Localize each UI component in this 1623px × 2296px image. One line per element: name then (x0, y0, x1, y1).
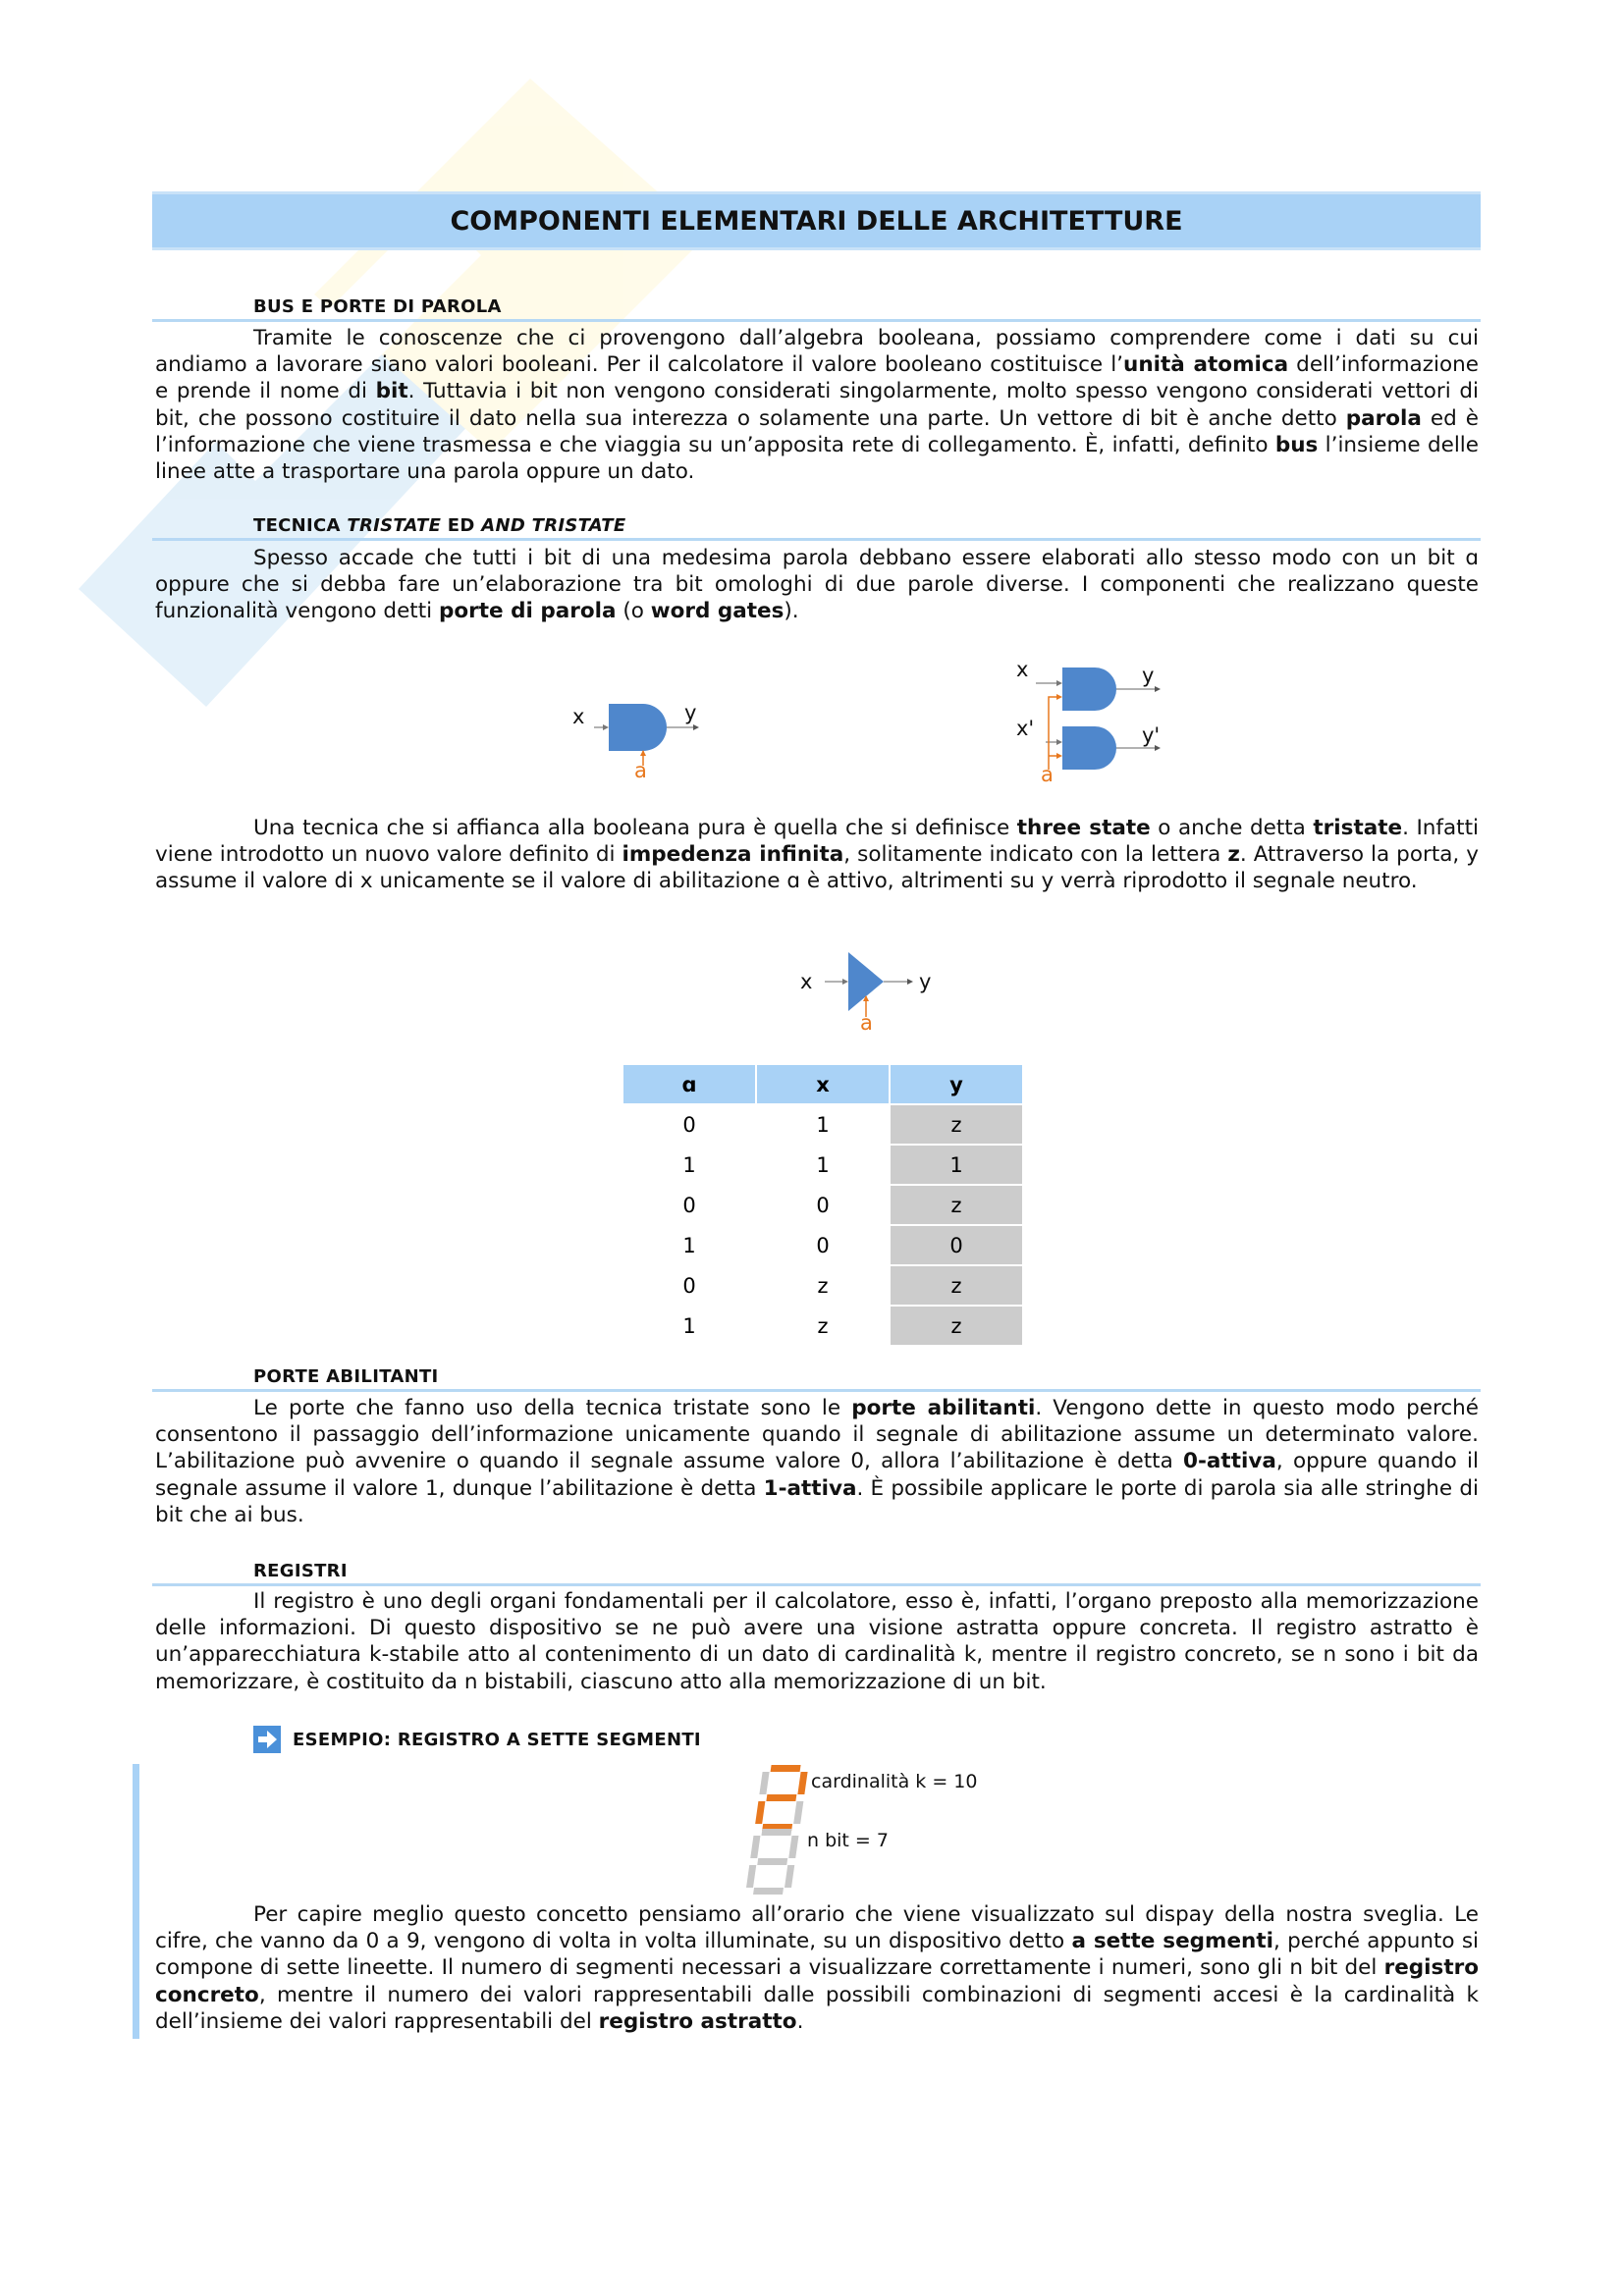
and-gate-shape (609, 704, 667, 751)
label-y-prime: y' (1142, 723, 1161, 747)
cell-x: 1 (816, 1152, 830, 1177)
label-x: x (1016, 658, 1029, 681)
cell-y: 1 (891, 1146, 1022, 1184)
text-run: . Vengono dette in questo modo perché consentono il passaggio dell’informazione unicamente quando il segnale di abilitazione assume un determinato valore. L’abilitazione può avvenire o quando il segnale assume valore 0, allora l’abilitazione è detta (155, 1396, 1480, 1474)
table-header-row (623, 1065, 1022, 1103)
bold-text: 0-attiva (1183, 1449, 1276, 1474)
bold-text: registro concreto (155, 1955, 1479, 2007)
section-heading-porte-abilitanti: PORTE ABILITANTI (253, 1366, 439, 1387)
cell-a: 0 (682, 1273, 696, 1298)
text-run: l’insieme delle linee atte a trasportare una parola oppure un dato. (155, 432, 1479, 485)
text-run: Tramite le conoscenze che ci provengono dall’algebra booleana, possiamo comprendere come i dati su cui andiamo a lavorare siano valori booleani. Per il calcolatore il valore booleano costituisce l’ (155, 326, 1479, 378)
text-run: TECNICA (253, 515, 348, 536)
example-side-bar (133, 1764, 139, 2039)
cell-x: 1 (816, 1112, 830, 1137)
bold-text: parola (1345, 405, 1422, 431)
bold-text: impedenza infinita (622, 842, 844, 868)
text-run: . Attraverso la porta, y assume il valore di x unicamente se il valore di abilitazione ɑ è attivo, altrimenti su y verrà riprodotto il segnale neutro. (155, 842, 1479, 894)
label-y: y (1142, 664, 1155, 687)
section-heading-bus: BUS E PORTE DI PAROLA (253, 296, 502, 317)
text-run: . (796, 2008, 804, 2034)
label-y: y (919, 970, 932, 993)
bold-text: registro astratto (598, 2008, 797, 2034)
label-enable-a: a (634, 759, 647, 782)
table-row (623, 1186, 1022, 1224)
example-heading: ESEMPIO: REGISTRO A SETTE SEGMENTI (293, 1730, 701, 1750)
text-run: dell’informazione e prende il nome di (155, 352, 1479, 404)
cell-x: 0 (816, 1193, 830, 1217)
cell-a: 1 (682, 1313, 696, 1338)
cell-x: z (817, 1313, 829, 1338)
table-row (623, 1226, 1022, 1264)
cell-x: 0 (816, 1233, 830, 1257)
label-x: x (572, 705, 585, 728)
paragraph-sette-segmenti (155, 1901, 1479, 2035)
label-y: y (684, 701, 697, 724)
column-header: x (757, 1065, 889, 1103)
column-header: y (891, 1065, 1022, 1103)
section-heading-tristate (253, 515, 626, 536)
table-row (623, 1266, 1022, 1305)
section-divider (152, 538, 1481, 541)
section-heading-registri: REGISTRI (253, 1561, 348, 1581)
table-row (623, 1105, 1022, 1144)
text-run: , solitamente indicato con la lettera (843, 842, 1228, 868)
section-divider (152, 1389, 1481, 1392)
cell-a: 0 (682, 1193, 696, 1217)
bold-text: bus (1274, 432, 1319, 457)
bold-text: porte di parola (438, 599, 617, 624)
label-enable-a: a (1041, 763, 1054, 786)
text-run: , mentre il numero dei valori rappresentabili dalle possibili combinazioni di segmenti accesi è la cardinalità k dell’insieme dei valori rappresentabili del (155, 1982, 1479, 2034)
text-run: o anche detta (1150, 816, 1314, 840)
paragraph-registri (155, 1588, 1479, 1695)
bold-text: word gates (650, 599, 784, 624)
bold-text: tristate (1313, 816, 1403, 840)
section-divider (152, 319, 1481, 322)
paragraph-three-state (155, 815, 1479, 895)
bold-text: three state (1016, 816, 1151, 840)
text-run: Il registro è uno degli organi fondamentali per il calcolatore, esso è, infatti, l’organo preposto alla memorizzazione delle informazioni. Di questo dispositivo se ne può avere una visione astratta oppure concreta. Il registro astratto è un’apparecchiatura k-stabile atto al contenimento di un dato di cardinalità k, mentre il registro concreto, se n sono i bit da memorizzare, è costituito da n bistabili, ciascuno atto alla memorizzazione di un bit. (155, 1589, 1479, 1694)
table-row (623, 1307, 1022, 1345)
bold-text: porte abilitanti (851, 1396, 1036, 1420)
label-x-prime: x' (1016, 717, 1035, 740)
label-x: x (800, 970, 813, 993)
arrow-right-icon (253, 1726, 281, 1753)
text-run: (o (616, 599, 651, 624)
text-run: ed è l’informazione che viene trasmessa e che viaggia su un’apposita rete di collegamento. È, infatti, definito (155, 405, 1479, 457)
cell-y: z (891, 1307, 1022, 1345)
truth-table (622, 1063, 1024, 1347)
text-run: . È possibile applicare le porte di parola sia alle stringhe di bit che ai bus. (155, 1475, 1479, 1527)
paragraph-bus (155, 325, 1479, 485)
table-row (623, 1146, 1022, 1184)
text-run: Le porte che fanno uso della tecnica tristate sono le (253, 1396, 852, 1420)
text-run: Per capire meglio questo concetto pensiamo all’orario che viene visualizzato sul dispay della nostra sveglia. Le cifre, che vanno da 0 a 9, vengono di volta in volta illuminate, su un dispositivo detto (155, 1902, 1479, 1954)
text-run: , oppure quando il segnale assume il valore 1, dunque l’abilitazione è detta (155, 1449, 1479, 1501)
text-run: , perché appunto si compone di sette lineette. Il numero di segmenti necessari a visualizzare correttamente i numeri, sono gli n bit del (155, 1929, 1479, 1981)
bold-text: a sette segmenti (1071, 1929, 1273, 1954)
and-gate-top (1062, 667, 1116, 711)
label-n-bit: n bit = 7 (807, 1830, 889, 1851)
paragraph-word-gates (155, 545, 1479, 625)
cell-y: 0 (891, 1226, 1022, 1264)
cell-y: z (891, 1266, 1022, 1305)
italic-text: TRISTATE (347, 515, 442, 536)
text-run: ED (441, 515, 482, 536)
text-run: Una tecnica che si affianca alla booleana pura è quella che si definisce (253, 816, 1017, 840)
italic-text: AND TRISTATE (481, 515, 626, 536)
bold-text: unità atomica (1123, 352, 1289, 378)
cell-x: z (817, 1273, 829, 1298)
cell-a: 0 (682, 1112, 696, 1137)
cell-y: z (891, 1105, 1022, 1144)
bold-text: z (1227, 842, 1240, 868)
bold-text: 1-attiva (763, 1475, 857, 1501)
cell-y: z (891, 1186, 1022, 1224)
cell-a: 1 (682, 1152, 696, 1177)
bold-text: bit (375, 379, 408, 404)
text-run: . Tuttavia i bit non vengono considerati singolarmente, molto spesso vengono considerati vettori di bit, che possono costituire il dato nella sua interezza o solamente una parte. Un vettore di bit è anche detto (155, 379, 1479, 431)
and-gate-bottom (1062, 726, 1116, 770)
label-enable-a: a (860, 1011, 873, 1035)
section-divider (152, 1583, 1481, 1586)
text-run: Spesso accade che tutti i bit di una medesima parola debbano essere elaborati allo stesso modo con un bit ɑ oppure che si debba fare un’elaborazione tra bit omologhi di due parole diverse. I componenti che realizzano queste funzionalità vengono detti (155, 546, 1479, 624)
page-title: COMPONENTI ELEMENTARI DELLE ARCHITETTURE (152, 191, 1481, 250)
cell-a: 1 (682, 1233, 696, 1257)
label-cardinality: cardinalità k = 10 (811, 1771, 978, 1792)
column-header: ɑ (623, 1065, 755, 1103)
text-run: . Infatti viene introdotto un nuovo valore definito di (155, 816, 1479, 868)
text-run: ). (784, 599, 799, 624)
seven-segment-display (746, 1762, 815, 1895)
paragraph-porte-abilitanti (155, 1395, 1479, 1528)
